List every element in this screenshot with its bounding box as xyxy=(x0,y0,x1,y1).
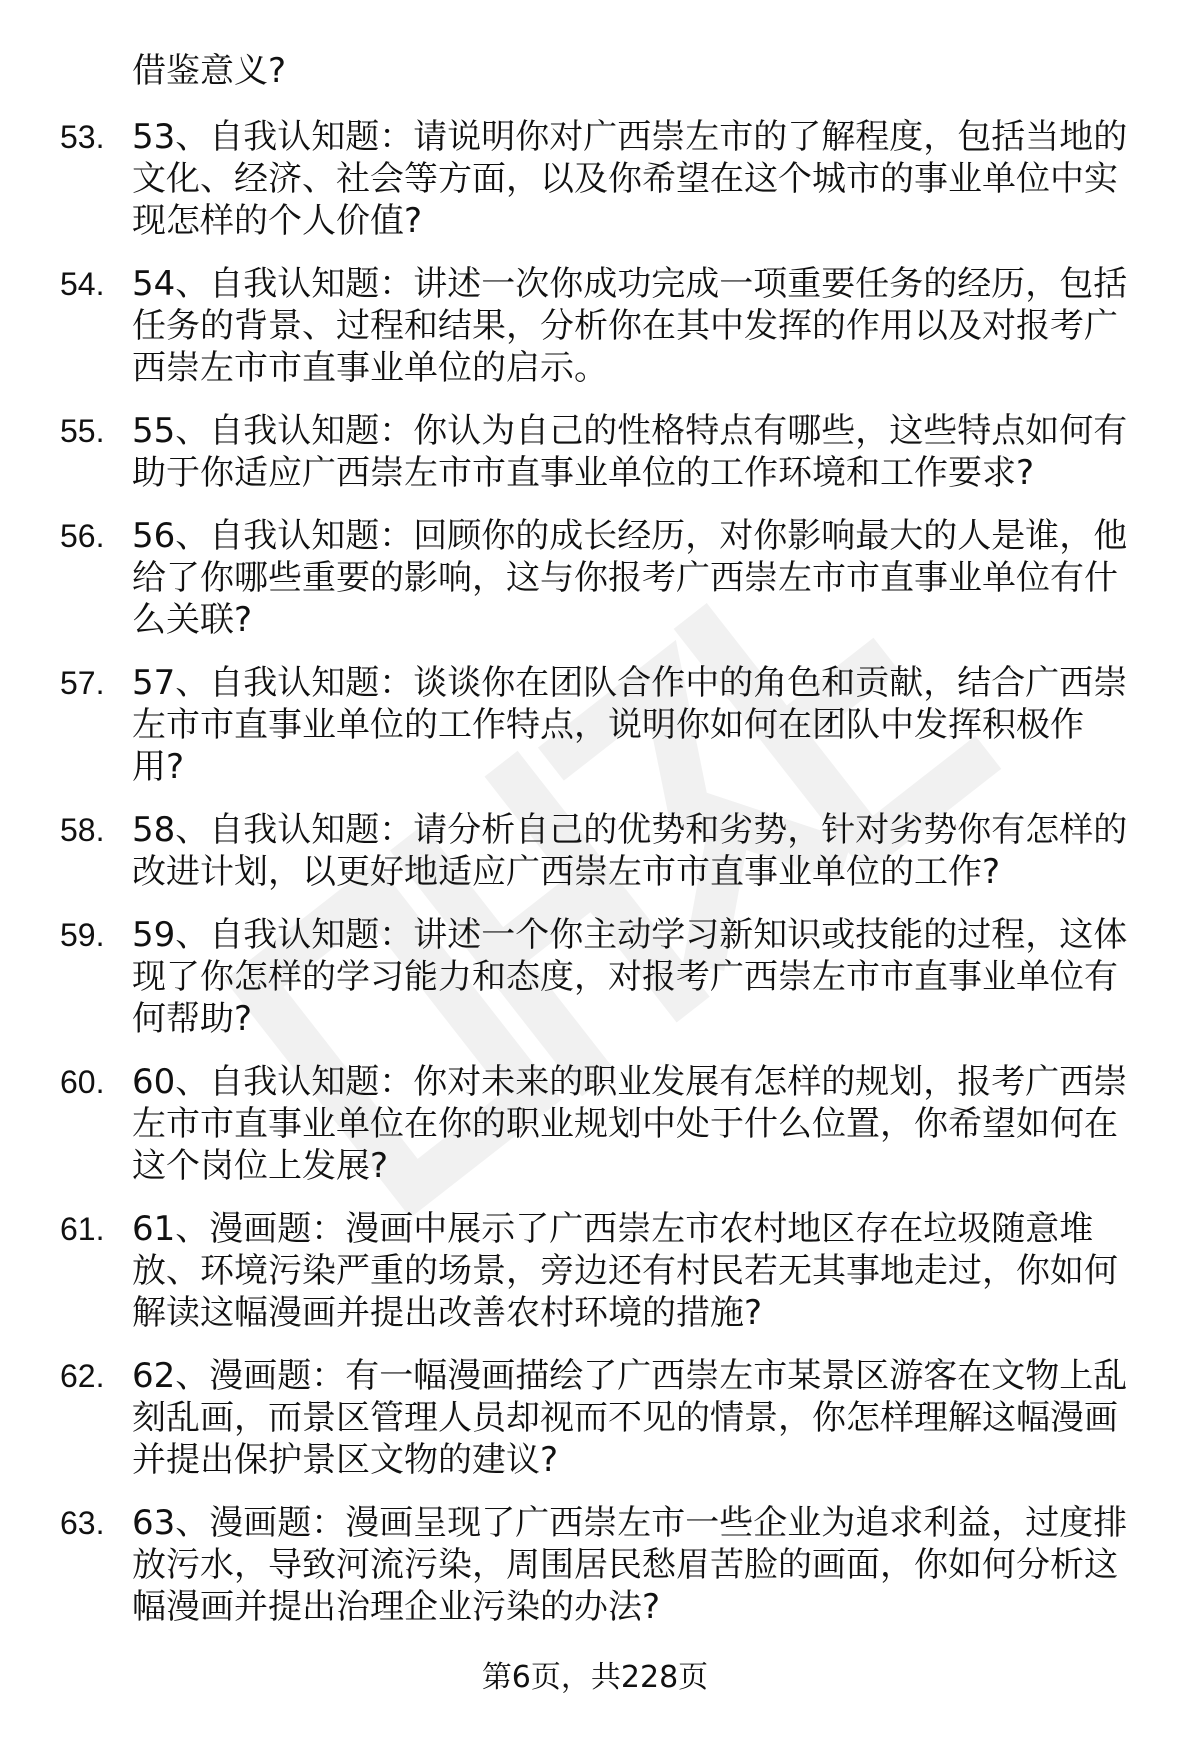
question-item xyxy=(60,1061,1150,1187)
question-number: 63. xyxy=(60,1505,105,1541)
question-text: 53、自我认知题：请说明你对广西崇左市的了解程度，包括当地的文化、经济、社会等方面，以及你希望在这个城市的事业单位中实现怎样的个人价值? xyxy=(132,117,1128,241)
question-text: 60、自我认知题：你对未来的职业发展有怎样的规划，报考广西崇左市市直事业单位在你的职业规划中处于什么位置，你希望如何在这个岗位上发展? xyxy=(132,1062,1128,1186)
question-text: 54、自我认知题：讲述一次你成功完成一项重要任务的经历，包括任务的背景、过程和结果，分析你在其中发挥的作用以及对报考广西崇左市市直事业单位的启示。 xyxy=(132,264,1128,388)
question-item xyxy=(60,809,1150,893)
question-number: 56. xyxy=(60,518,105,554)
question-item xyxy=(60,410,1150,494)
question-list xyxy=(60,116,1150,1628)
question-text: 61、漫画题：漫画中展示了广西崇左市农村地区存在垃圾随意堆放、环境污染严重的场景，旁边还有村民若无其事地走过，你如何解读这幅漫画并提出改善农村环境的措施? xyxy=(132,1209,1118,1333)
question-item xyxy=(60,1208,1150,1334)
question-number: 62. xyxy=(60,1358,105,1394)
question-item xyxy=(60,1502,1150,1628)
question-item xyxy=(60,515,1150,641)
question-item xyxy=(60,1355,1150,1481)
question-text: 59、自我认知题：讲述一个你主动学习新知识或技能的过程，这体现了你怎样的学习能力和态度，对报考广西崇左市市直事业单位有何帮助? xyxy=(132,915,1128,1039)
question-number: 61. xyxy=(60,1211,105,1247)
page-footer: 第6页，共228页 xyxy=(481,1660,709,1695)
question-text: 63、漫画题：漫画呈现了广西崇左市一些企业为追求利益，过度排放污水，导致河流污染，周围居民愁眉苦脸的画面，你如何分析这幅漫画并提出治理企业污染的办法? xyxy=(132,1503,1128,1627)
question-text: 57、自我认知题：谈谈你在团队合作中的角色和贡献，结合广西崇左市市直事业单位的工作特点，说明你如何在团队中发挥积极作用? xyxy=(132,663,1128,787)
question-number: 55. xyxy=(60,413,105,449)
question-text: 62、漫画题：有一幅漫画描绘了广西崇左市某景区游客在文物上乱刻乱画，而景区管理人员却视而不见的情景，你怎样理解这幅漫画并提出保护景区文物的建议? xyxy=(132,1356,1128,1480)
question-item xyxy=(60,662,1150,788)
question-number: 57. xyxy=(60,665,105,701)
question-number: 59. xyxy=(60,917,105,953)
question-text: 56、自我认知题：回顾你的成长经历，对你影响最大的人是谁，他给了你哪些重要的影响，这与你报考广西崇左市市直事业单位有什么关联? xyxy=(132,516,1128,640)
question-number: 53. xyxy=(60,119,105,155)
previous-question-continuation: 借鉴意义? xyxy=(132,51,287,91)
question-item xyxy=(60,116,1150,242)
question-number: 60. xyxy=(60,1064,105,1100)
question-text: 55、自我认知题：你认为自己的性格特点有哪些，这些特点如何有助于你适应广西崇左市市直事业单位的工作环境和工作要求? xyxy=(132,411,1128,493)
question-item xyxy=(60,914,1150,1040)
question-text: 58、自我认知题：请分析自己的优势和劣势，针对劣势你有怎样的改进计划，以更好地适应广西崇左市市直事业单位的工作? xyxy=(132,810,1128,892)
question-number: 58. xyxy=(60,812,105,848)
question-number: 54. xyxy=(60,266,105,302)
question-item xyxy=(60,263,1150,389)
question-content xyxy=(60,50,1150,1649)
